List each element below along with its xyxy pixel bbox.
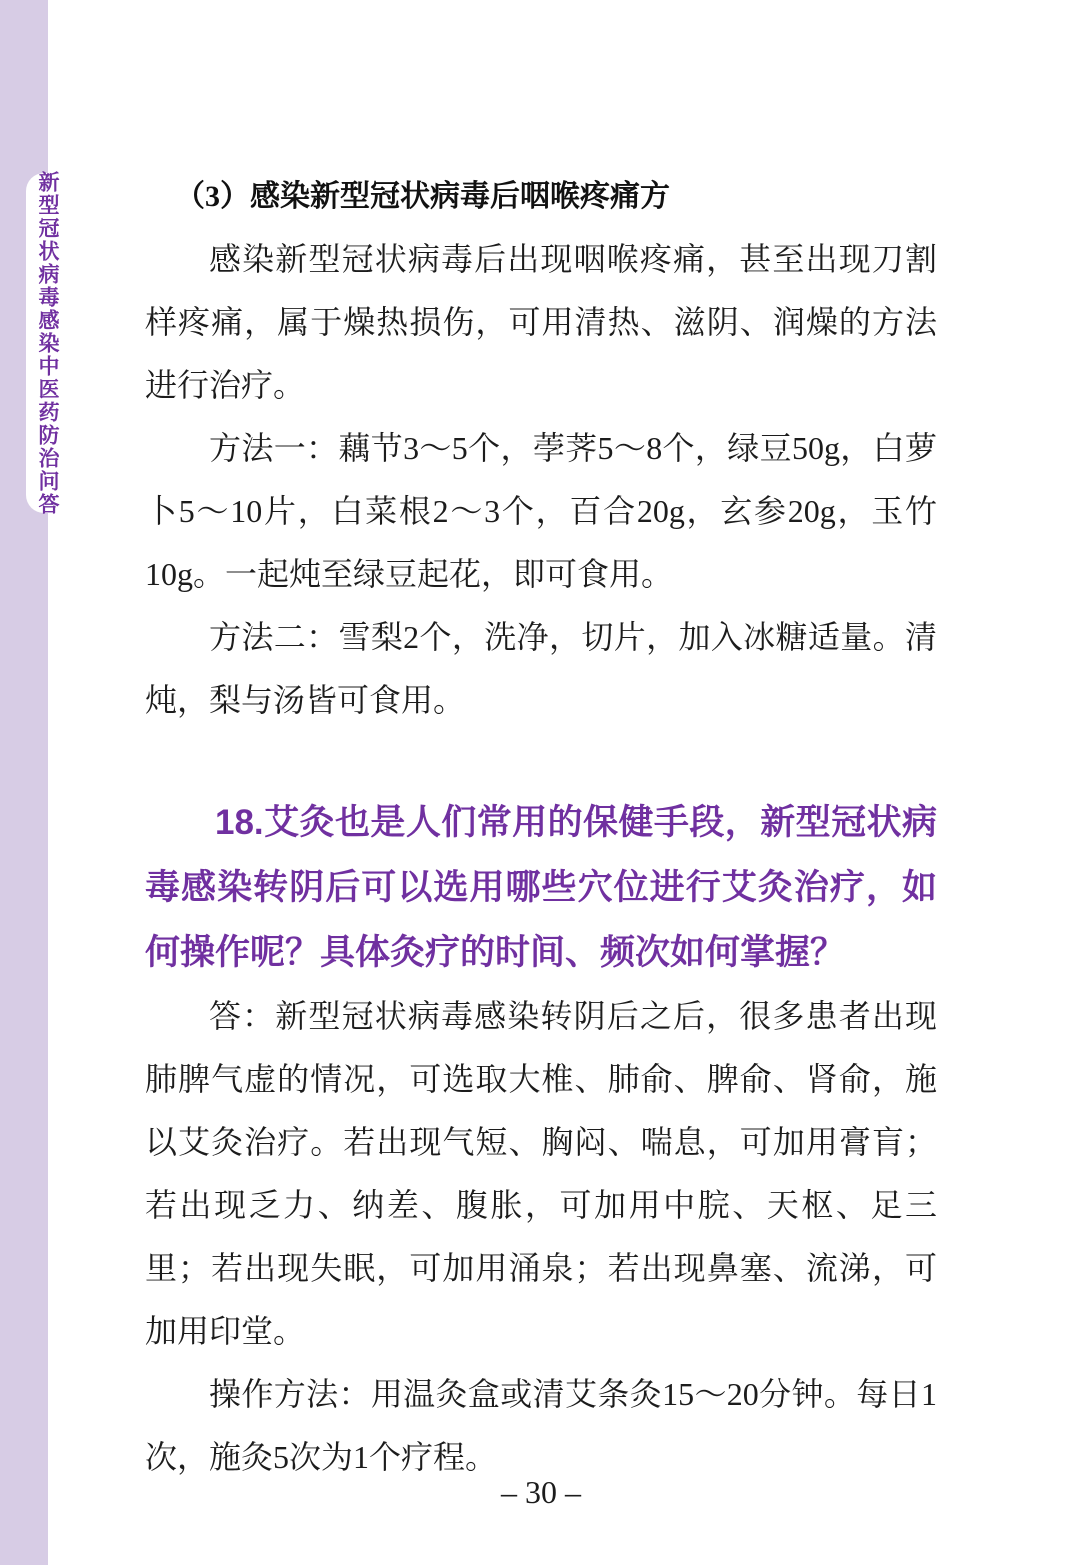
body-paragraph-method-1: 方法一：藕节3～5个，荸荠5～8个，绿豆50g，白萝卜5～10片，白菜根2～3个，百合20g，玄参20g，玉竹10g。一起炖至绿豆起花，即可食用。 [145, 430, 937, 592]
body-paragraph-intro: 感染新型冠状病毒后出现咽喉疼痛，甚至出现刀割样疼痛，属于燥热损伤，可用清热、滋阴、润燥的方法进行治疗。 [145, 241, 937, 403]
question-18-heading: 18.艾灸也是人们常用的保健手段，新型冠状病毒感染转阴后可以选用哪些穴位进行艾灸治疗，如何操作呢？具体灸疗的时间、频次如何掌握？ [145, 803, 937, 972]
operation-method-paragraph: 操作方法：用温灸盒或清艾条灸15～20分钟。每日1次，施灸5次为1个疗程。 [145, 1376, 937, 1475]
sidebar-strip [0, 0, 59, 1565]
page-content [145, 0, 937, 1489]
answer-paragraph: 答：新型冠状病毒感染转阴后之后，很多患者出现肺脾气虚的情况，可选取大椎、肺俞、脾俞、肾俞，施以艾灸治疗。若出现气短、胸闷、喘息，可加用膏肓；若出现乏力、纳差、腹胀，可加用中脘、天枢、足三里；若出现失眠，可加用涌泉；若出现鼻塞、流涕，可加用印堂。 [145, 998, 937, 1349]
page-number: – 30 – [501, 1474, 581, 1510]
sidebar-capsule [26, 170, 68, 516]
section-heading: （3）感染新型冠状病毒后咽喉疼痛方 [175, 180, 670, 213]
sidebar-vertical-title: 新型冠状病毒感染中医药防治问答 [36, 170, 59, 516]
body-paragraph-method-2: 方法二：雪梨2个，洗净，切片，加入冰糖适量。清炖，梨与汤皆可食用。 [145, 619, 937, 718]
